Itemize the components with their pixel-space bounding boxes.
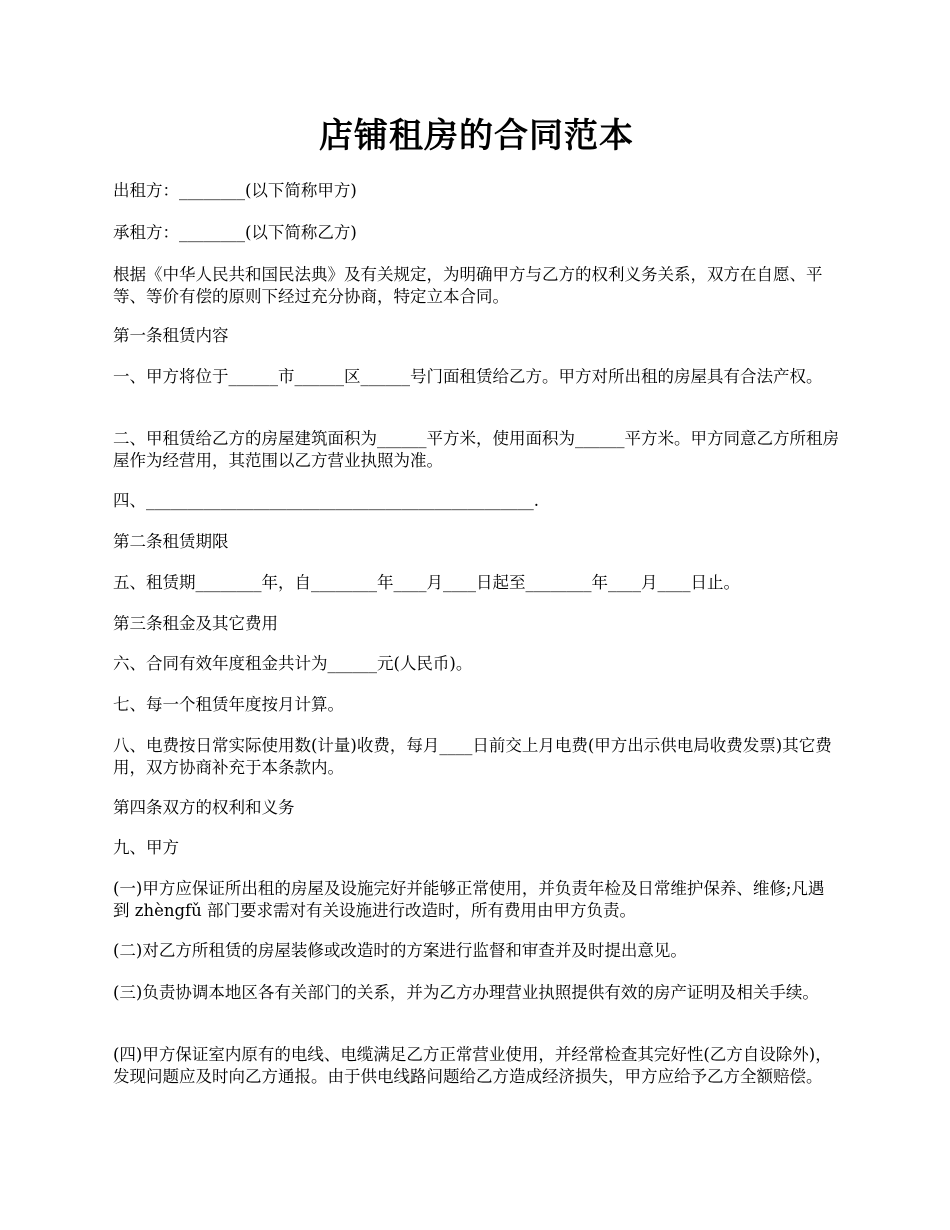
clause-8: 八、电费按日常实际使用数(计量)收费，每月____日前交上月电费(甲方出示供电局收费发票)其它费用，双方协商补充于本条款内。	[113, 736, 832, 777]
section-heading-2: 第二条租赁期限	[113, 532, 229, 551]
section-heading-4: 第四条双方的权利和义务	[113, 798, 295, 817]
clause-1: 一、甲方将位于______市______区______号门面租赁给乙方。甲方对所出租的房屋具有合法产权。	[113, 367, 823, 386]
clause-7: 七、每一个租赁年度按月计算。	[113, 695, 344, 714]
clause-4: 四、_______________________________________________.	[113, 491, 539, 510]
sub-clause-3: (三)负责协调本地区各有关部门的关系，并为乙方办理营业执照提供有效的房产证明及相关手续。	[113, 983, 819, 1002]
document-title: 店铺租房的合同范本	[319, 116, 634, 156]
section-heading-3: 第三条租金及其它费用	[113, 614, 278, 633]
clause-2: 二、甲租赁给乙方的房屋建筑面积为______平方米，使用面积为______平方米。甲方同意乙方所租房屋作为经营用，其范围以乙方营业执照为准。	[113, 429, 839, 470]
section-heading-1: 第一条租赁内容	[113, 326, 229, 345]
sub-clause-4: (四)甲方保证室内原有的电线、电缆满足乙方正常营业使用，并经常检查其完好性(乙方自设除外)，发现问题应及时向乙方通报。由于供电线路问题给乙方造成经济损失，甲方应给予乙方全额赔偿。	[113, 1045, 832, 1086]
clause-9-heading: 九、甲方	[113, 838, 179, 857]
lessee-line: 承租方：________(以下简称乙方)	[113, 223, 357, 242]
lessor-line: 出租方：________(以下简称甲方)	[113, 181, 357, 200]
clause-6: 六、合同有效年度租金共计为______元(人民币)。	[113, 654, 473, 673]
sub-clause-2: (二)对乙方所租赁的房屋装修或改造时的方案进行监督和审查并及时提出意见。	[113, 941, 687, 960]
sub-clause-1: (一)甲方应保证所出租的房屋及设施完好并能够正常使用，并负责年检及日常维护保养、维修;凡遇到 zhèngfǔ 部门要求需对有关设施进行改造时，所有费用由甲方负责。	[113, 879, 825, 920]
preamble-paragraph: 根据《中华人民共和国民法典》及有关规定，为明确甲方与乙方的权利义务关系，双方在自愿、平等、等价有偿的原则下经过充分协商，特定立本合同。	[113, 265, 823, 306]
clause-5: 五、租赁期________年，自________年____月____日起至________年____月____日止。	[113, 573, 740, 592]
